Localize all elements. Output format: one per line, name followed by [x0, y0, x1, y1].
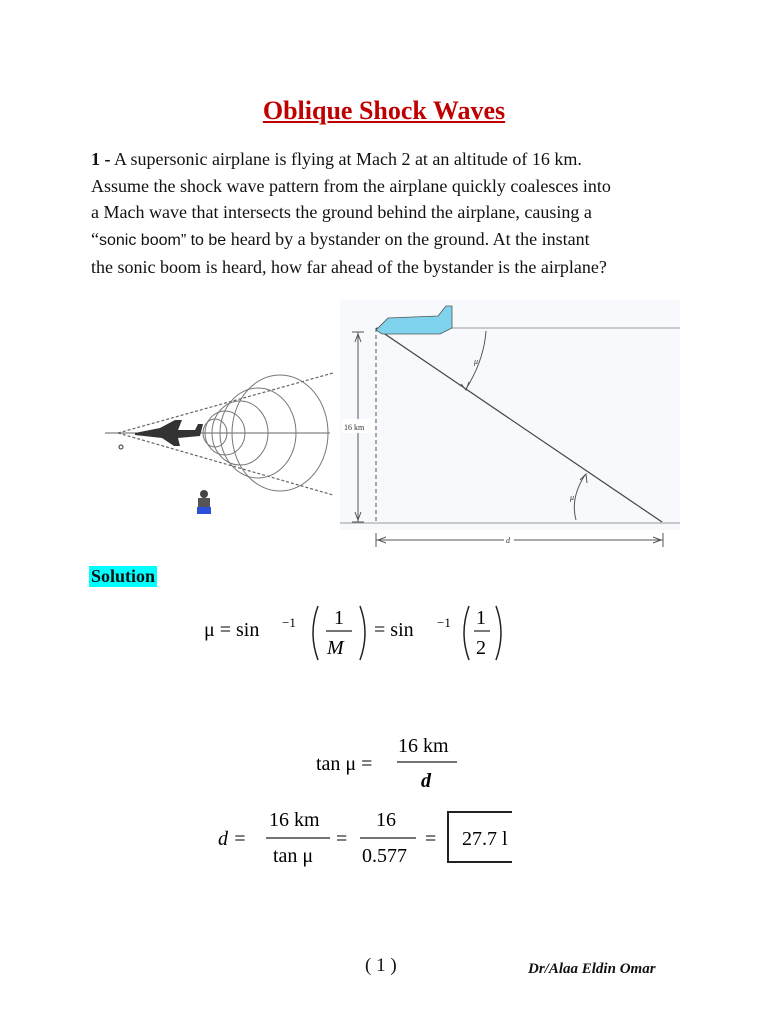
sonic-boom-text: sonic boom	[99, 231, 181, 249]
page-title: Oblique Shock Waves	[262, 96, 506, 125]
eq3-result: 27.7 l	[462, 828, 508, 850]
eq3-lhs: d =	[218, 828, 247, 850]
eq3-eq1: =	[336, 828, 348, 850]
solution-label: Solution	[91, 566, 156, 586]
eq1-den1: M	[327, 637, 344, 659]
problem-number: 1 -	[91, 149, 111, 169]
eq1-den2: 2	[476, 637, 486, 659]
problem-line-1: A supersonic airplane is flying at Mach 2 at an altitude of 16 km.	[114, 149, 582, 169]
paren-close	[360, 606, 365, 660]
eq2-num: 16 km	[398, 735, 449, 757]
bystander-icon	[197, 490, 211, 514]
eq3-num1: 16 km	[269, 809, 320, 831]
angle-mu-top: μ	[474, 357, 479, 366]
problem-line-2: Assume the shock wave pattern from the airplane quickly coalesces into	[91, 175, 611, 196]
eq1-lhs: μ = sin	[204, 619, 260, 641]
geometry-figure	[340, 300, 680, 547]
author-name: Dr/Alaa Eldin Omar	[528, 961, 656, 977]
distance-label: d	[506, 536, 510, 545]
problem-line-4: heard by a bystander on the ground. At the instant	[230, 228, 590, 249]
mach-cone-figure	[105, 373, 333, 514]
equation-tan-mu	[316, 735, 457, 792]
eq3-eq2: =	[425, 828, 437, 850]
equation-distance	[218, 809, 512, 867]
eq3-den2: 0.577	[362, 845, 407, 867]
eq3-num2: 16	[376, 809, 396, 831]
eq2-den: d	[421, 770, 431, 792]
cone-upper-edge	[118, 373, 333, 433]
page-number: ( 1 )	[365, 955, 397, 976]
paren-open	[313, 606, 318, 660]
paren-close	[496, 606, 501, 660]
altitude-label: 16 km	[344, 423, 365, 432]
angle-mu-bottom: μ	[570, 493, 575, 502]
problem-line-3: a Mach wave that intersects the ground behind the airplane, causing a	[91, 202, 592, 222]
jet-icon	[135, 420, 203, 446]
eq1-exp: −1	[282, 615, 296, 630]
eq1-mid: = sin	[374, 619, 414, 641]
figure-background	[340, 300, 680, 530]
eq2-lhs: tan μ =	[316, 753, 373, 775]
paren-open	[464, 606, 469, 660]
eq1-num1: 1	[334, 607, 344, 629]
equation-mach-angle	[204, 606, 501, 660]
eq3-den1: tan μ	[273, 845, 314, 867]
eq1-num2: 1	[476, 607, 486, 629]
quote-close: ” to be	[180, 231, 227, 249]
origin-marker	[119, 445, 123, 449]
eq1-exp2: −1	[437, 615, 451, 630]
problem-line-5: the sonic boom is heard, how far ahead of the bystander is the airplane?	[91, 257, 607, 277]
quote-open: “	[91, 228, 99, 249]
